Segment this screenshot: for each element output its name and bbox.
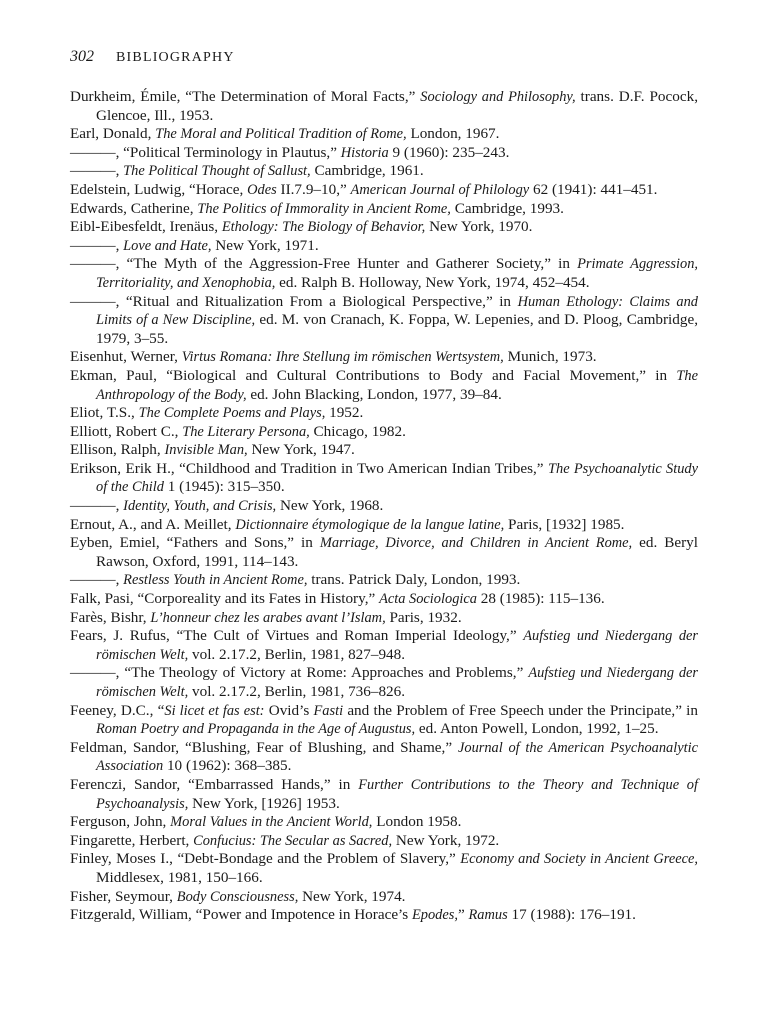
bibliography-entry [70, 237, 698, 256]
running-header [70, 48, 235, 66]
bibliography-entry [70, 181, 698, 200]
entry-title-italic: Dictionnaire étymologique de la langue latine, [235, 516, 505, 533]
entry-text: Elliott, Robert C., [70, 422, 183, 440]
entry-title-italic: The Psychoanalytic Study of the Child [96, 460, 698, 496]
entry-text: Feeney, D.C., “ [70, 701, 165, 719]
bibliography-list [70, 88, 698, 925]
bibliography-entry [70, 460, 698, 497]
entry-text: Ellison, Ralph, [70, 441, 165, 459]
bibliography-entry [70, 255, 698, 292]
entry-text: ———, “The Theology of Victory at Rome: Approaches and Problems,” [70, 664, 529, 682]
entry-text: Middlesex, 1981, 150–166. [96, 868, 263, 886]
entry-title-italic: Further Contributions to the Theory and Technique of Psychoanalysis, [96, 776, 698, 812]
entry-title-italic: Aufstieg und Niedergang der römischen Welt, [96, 665, 699, 700]
entry-text: New York, 1947. [247, 441, 355, 459]
entry-text: ———, “Ritual and Ritualization From a Biological Perspective,” in [70, 292, 518, 310]
bibliography-entry [70, 293, 698, 349]
bibliography-entry [70, 423, 698, 442]
bibliography-entry [70, 534, 698, 571]
bibliography-entry [70, 627, 698, 664]
entry-text: ———, [70, 571, 124, 589]
entry-text: ———, [70, 162, 124, 180]
bibliography-entry [70, 702, 698, 739]
entry-text: ———, “Political Terminology in Plautus,” [70, 143, 341, 161]
entry-title-italic: Identity, Youth, and Crisis, [123, 498, 277, 515]
entry-text: 10 (1962): 368–385. [163, 757, 292, 775]
entry-text: Cambridge, 1993. [450, 199, 564, 217]
entry-text: London 1958. [372, 813, 462, 831]
entry-text: Munich, 1973. [503, 348, 597, 366]
entry-text: Fisher, Seymour, [70, 887, 177, 905]
entry-title-italic: Odes [247, 181, 277, 198]
entry-text: Fingarette, Herbert, [70, 831, 194, 849]
entry-text: ed. Ralph B. Holloway, New York, 1974, 452–454. [275, 273, 590, 291]
entry-title-italic: The Literary Persona, [182, 423, 310, 440]
bibliography-entry [70, 218, 698, 237]
entry-title-italic: Marriage, Divorce, and Children in Ancient Rome, [319, 535, 633, 552]
entry-text: Cambridge, 1961. [310, 162, 424, 180]
bibliography-entry [70, 739, 698, 776]
entry-title-italic: The Complete Poems and Plays, [138, 405, 326, 422]
entry-text: Eibl-Eibesfeldt, Irenäus, [70, 218, 222, 236]
entry-text: 1 (1945): 315–350. [163, 478, 285, 496]
bibliography-entry [70, 162, 698, 181]
entry-text: vol. 2.17.2, Berlin, 1981, 827–948. [188, 645, 406, 663]
entry-text: Ovid’s [264, 701, 314, 719]
entry-title-italic: Ethology: The Biology of Behavior, [221, 219, 426, 236]
entry-text: ———, “The Myth of the Aggression-Free Hunter and Gatherer Society,” in [70, 255, 578, 273]
bibliography-entry [70, 850, 698, 887]
bibliography-entry [70, 906, 698, 925]
entry-text: ———, [70, 497, 124, 515]
entry-text: trans. D.F. Pocock, Glencoe, Ill., 1953. [96, 88, 698, 124]
entry-title-italic: Si licet et fas est: [164, 702, 265, 719]
bibliography-entry [70, 516, 698, 535]
entry-text: Ekman, Paul, “Biological and Cultural Contributions to Body and Facial Movement,” in [70, 366, 677, 384]
entry-text: New York, 1971. [211, 236, 319, 254]
bibliography-entry [70, 497, 698, 516]
entry-title-italic: Confucius: The Secular as Sacred, [193, 832, 393, 849]
entry-text: and the Problem of Free Speech under the Principate,” in [343, 701, 698, 719]
entry-text: 9 (1960): 235–243. [388, 143, 510, 161]
entry-text: II.7.9–10,” [276, 180, 351, 198]
entry-text: Erikson, Erik H., “Childhood and Tradition in Two American Indian Tribes,” [70, 459, 548, 477]
entry-text: Ferguson, John, [70, 813, 171, 831]
entry-text: Fears, J. Rufus, “The Cult of Virtues and Roman Imperial Ideology,” [70, 627, 524, 645]
entry-text: trans. Patrick Daly, London, 1993. [307, 571, 521, 589]
entry-title-italic: Primate Aggression, Territoriality, and Xenophobia, [96, 256, 698, 291]
entry-text: 28 (1985): 115–136. [476, 590, 605, 608]
bibliography-entry [70, 776, 698, 813]
entry-title-italic: The Moral and Political Tradition of Rome, [155, 126, 407, 143]
entry-title-italic: Invisible Man, [164, 442, 248, 459]
entry-title-italic: The Political Thought of Sallust, [123, 163, 311, 180]
bibliography-entry [70, 609, 698, 628]
entry-text: Falk, Pasi, “Corporeality and its Fates in History,” [70, 590, 380, 608]
entry-text: Eisenhut, Werner, [70, 348, 182, 366]
entry-title-italic: Virtus Romana: Ihre Stellung im römischen Wertsystem, [181, 349, 504, 366]
entry-title-italic: Restless Youth in Ancient Rome, [123, 572, 308, 589]
entry-title-italic: Love and Hate, [123, 237, 212, 254]
entry-text: Paris, [1932] 1985. [504, 515, 625, 533]
entry-text: 62 (1941): 441–451. [529, 180, 658, 198]
entry-text: New York, 1974. [298, 887, 406, 905]
entry-title-italic: Journal of the American Psychoanalytic Association [96, 739, 698, 775]
bibliography-entry [70, 348, 698, 367]
bibliography-entry [70, 88, 698, 125]
entry-title-italic: Human Ethology: Claims and Limits of a New Discipline, [96, 293, 699, 329]
entry-text: Earl, Donald, [70, 125, 156, 143]
running-head-title: BIBLIOGRAPHY [116, 50, 235, 65]
entry-text: vol. 2.17.2, Berlin, 1981, 736–826. [188, 683, 406, 700]
entry-text: Chicago, 1982. [309, 422, 406, 440]
entry-title-italic: American Journal of Philology [350, 181, 530, 198]
bibliography-entry [70, 441, 698, 460]
page-number: 302 [70, 48, 94, 65]
entry-text: New York, 1970. [425, 218, 533, 236]
entry-title-italic: The Politics of Immorality in Ancient Rome, [197, 200, 451, 217]
entry-text: London, 1967. [406, 125, 500, 143]
entry-text: 1952. [325, 404, 364, 422]
entry-text: ed. Beryl Rawson, Oxford, 1991, 114–143. [96, 534, 698, 570]
entry-text: Ernout, A., and A. Meillet, [70, 515, 236, 533]
entry-title-italic: Economy and Society in Ancient Greece, [460, 851, 698, 868]
entry-text: 17 (1988): 176–191. [507, 906, 636, 924]
entry-title-italic: Moral Values in the Ancient World, [170, 814, 373, 831]
entry-title-italic: Ramus [468, 907, 508, 924]
entry-text: ed. Anton Powell, London, 1992, 1–25. [415, 720, 659, 738]
entry-text: Eliot, T.S., [70, 404, 139, 422]
entry-title-italic: Sociology and Philosophy, [420, 89, 576, 105]
entry-title-italic: L’honneur chez les arabes avant l’Islam, [150, 609, 386, 626]
entry-text: Farès, Bishr, [70, 608, 151, 626]
bibliography-entry [70, 571, 698, 590]
entry-text: New York, 1972. [392, 831, 500, 849]
entry-title-italic: The Anthropology of the Body, [96, 367, 698, 403]
entry-text: ed. M. von Cranach, K. Foppa, W. Lepenies, and D. Ploog, Cambridge, 1979, 3–55. [96, 311, 698, 347]
entry-text: Ferenczi, Sandor, “Embarrassed Hands,” in [70, 775, 359, 793]
entry-text: Feldman, Sandor, “Blushing, Fear of Blushing, and Shame,” [70, 738, 458, 756]
entry-text: ———, [70, 236, 124, 254]
bibliography-entry [70, 813, 698, 832]
entry-text: Eyben, Emiel, “Fathers and Sons,” in [70, 534, 320, 552]
entry-title-italic: Aufstieg und Niedergang der römischen Welt, [96, 628, 699, 663]
entry-text: Fitzgerald, William, “Power and Impotence in Horace’s [70, 906, 412, 924]
entry-title-italic: Historia [340, 144, 389, 161]
entry-text: ed. John Blacking, London, 1977, 39–84. [246, 385, 502, 403]
bibliography-entry [70, 664, 698, 701]
bibliography-entry [70, 367, 698, 404]
entry-text: Finley, Moses I., “Debt-Bondage and the Problem of Slavery,” [70, 850, 461, 868]
bibliography-entry [70, 590, 698, 609]
entry-text: Edwards, Catherine, [70, 199, 198, 217]
entry-text: Paris, 1932. [385, 608, 462, 626]
entry-title-italic: Acta Sociologica [379, 591, 477, 608]
bibliography-entry [70, 888, 698, 907]
entry-text: New York, [1926] 1953. [188, 794, 340, 812]
entry-title-italic: Fasti [313, 702, 344, 719]
entry-text: Edelstein, Ludwig, “Horace, [70, 180, 248, 198]
entry-title-italic: Roman Poetry and Propaganda in the Age of Augustus, [96, 721, 416, 738]
bibliography-entry [70, 125, 698, 144]
bibliography-entry [70, 832, 698, 851]
entry-title-italic: Body Consciousness, [176, 888, 299, 905]
bibliography-entry [70, 404, 698, 423]
entry-title-italic: Epodes, [411, 907, 458, 924]
bibliography-entry [70, 200, 698, 219]
entry-text: New York, 1968. [276, 497, 384, 515]
entry-text: ” [457, 906, 469, 924]
bibliography-entry [70, 144, 698, 163]
entry-text: Durkheim, Émile, “The Determination of Moral Facts,” [70, 88, 421, 105]
